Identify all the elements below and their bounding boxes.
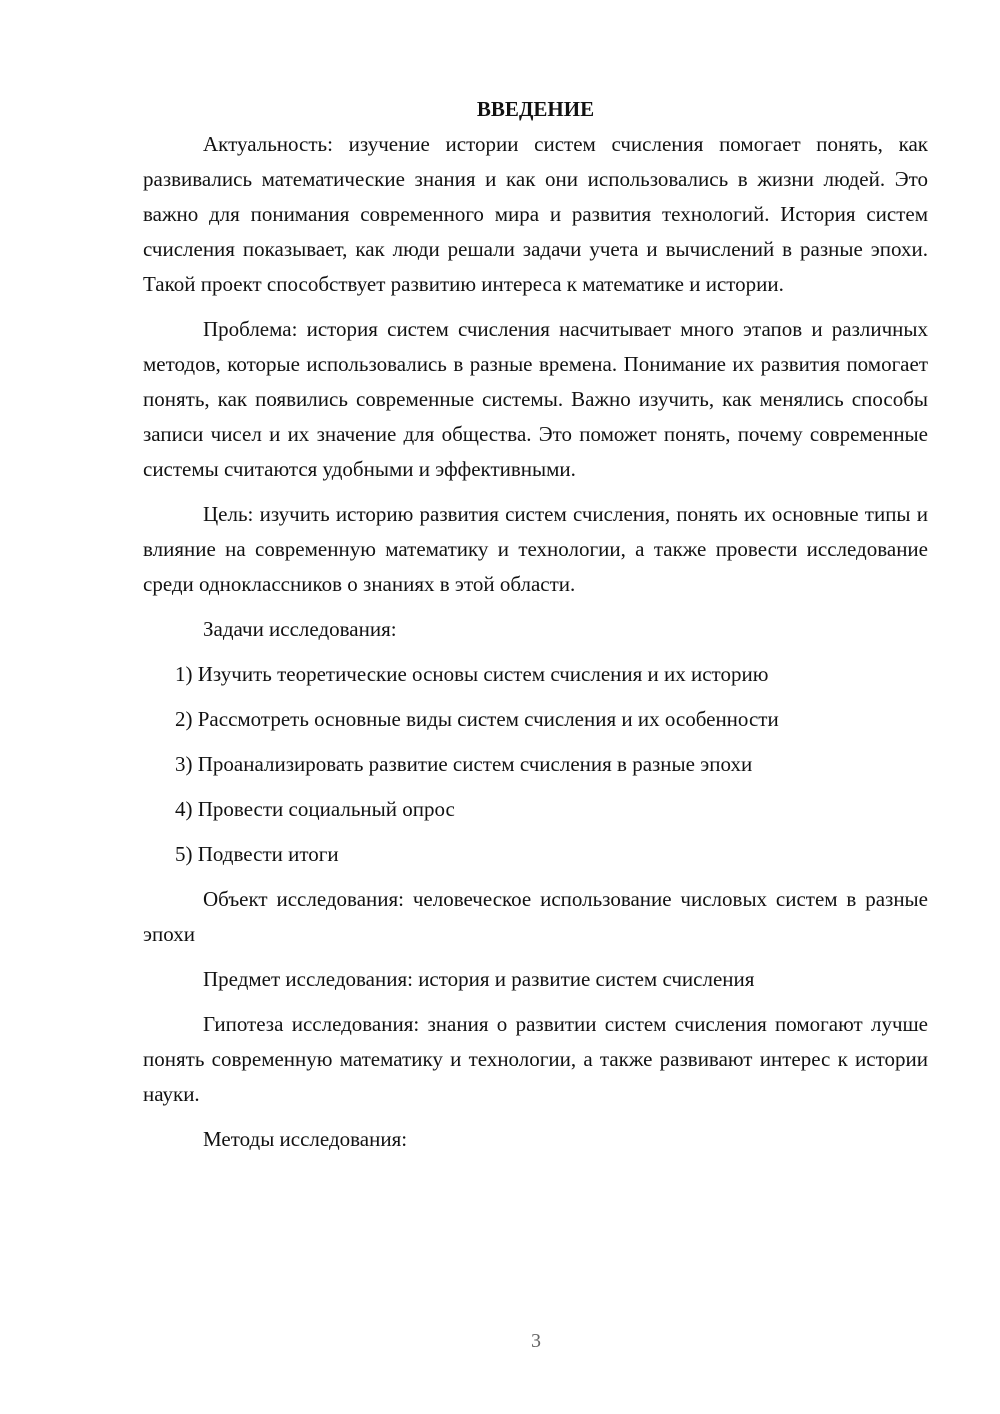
tasks-heading: Задачи исследования: <box>203 617 397 641</box>
page-number: 3 <box>531 1330 541 1352</box>
task-item-5: 5) Подвести итоги <box>175 842 339 866</box>
hypothesis-paragraph: Гипотеза исследования: знания о развитии систем счисления помогают лучше понять современную математику и технологии, а также развивают интерес к истории науки. <box>143 1012 928 1106</box>
task-item-4: 4) Провести социальный опрос <box>175 797 455 821</box>
problem-paragraph: Проблема: история систем счисления насчитывает много этапов и различных методов, которые использовались в разные времена. Понимание их развития помогает понять, как появились современные системы. Важно изучить, как менялись способы записи чисел и их значение для общества. Это поможет понять, почему современные системы считаются удобными и эффективными. <box>143 317 928 481</box>
task-item-3: 3) Проанализировать развитие систем счисления в разные эпохи <box>175 752 753 776</box>
section-heading: ВВЕДЕНИЕ <box>476 97 595 121</box>
task-item-1: 1) Изучить теоретические основы систем счисления и их историю <box>175 662 769 686</box>
relevance-paragraph: Актуальность: изучение истории систем счисления помогает понять, как развивались математические знания и как они использовались в жизни людей. Это важно для понимания современного мира и развития технологий. История систем счисления показывает, как люди решали задачи учета и вычислений в разные эпохи. Такой проект способствует развитию интереса к математике и истории. <box>143 132 928 296</box>
object-paragraph: Объект исследования: человеческое использование числовых систем в разные эпохи <box>143 887 928 946</box>
goal-paragraph: Цель: изучить историю развития систем счисления, понять их основные типы и влияние на современную математику и технологии, а также провести исследование среди одноклассников о знаниях в этой области. <box>143 502 928 596</box>
methods-heading: Методы исследования: <box>203 1127 408 1151</box>
page-content <box>143 92 928 1167</box>
subject-paragraph: Предмет исследования: история и развитие систем счисления <box>203 967 755 991</box>
task-item-2: 2) Рассмотреть основные виды систем счисления и их особенности <box>175 707 779 731</box>
tasks-list <box>143 657 928 872</box>
